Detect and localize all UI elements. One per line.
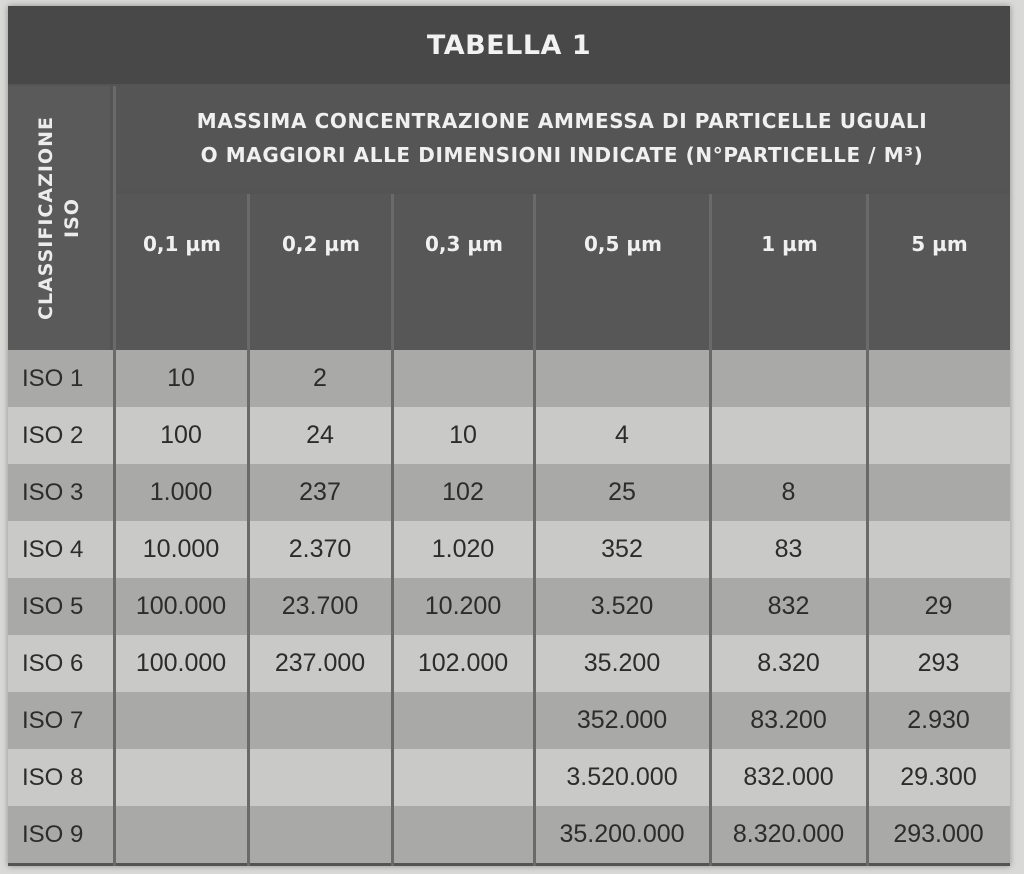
concentration-cell: 29 — [924, 592, 953, 620]
row-header-line1: CLASSIFICAZIONE — [35, 116, 57, 320]
concentration-cell — [114, 692, 248, 749]
iso-class-label: ISO 1 — [22, 364, 84, 392]
concentration-cell: 3.520 — [590, 592, 654, 620]
concentration-cell: 832.000 — [743, 763, 834, 791]
concentration-cell: 35.200 — [583, 649, 661, 677]
concentration-cell: 23.700 — [281, 592, 359, 620]
column-header: 0,5 µm — [536, 194, 710, 350]
concentration-cell: 10.200 — [424, 592, 502, 620]
concentration-cell: 2.930 — [907, 706, 970, 734]
concentration-cell: 25 — [608, 478, 636, 506]
concentration-cell — [710, 407, 867, 464]
concentration-cell: 293 — [917, 649, 960, 677]
iso-class-label: ISO 2 — [22, 421, 84, 449]
column-divider — [533, 194, 536, 866]
concentration-cell: 2 — [313, 364, 327, 392]
table-row — [8, 692, 1010, 749]
iso-class-label: ISO 7 — [22, 706, 84, 734]
table-row — [8, 806, 1010, 863]
table-row — [8, 350, 1010, 407]
iso-class-label: ISO 5 — [22, 592, 84, 620]
concentration-cell — [114, 749, 248, 806]
concentration-cell — [867, 521, 1010, 578]
concentration-cell: 10.000 — [142, 535, 220, 563]
table-row — [8, 464, 1010, 521]
concentration-cell: 352 — [601, 535, 643, 563]
table-row — [8, 521, 1010, 578]
concentration-cell: 3.520.000 — [566, 763, 678, 791]
concentration-cell: 4 — [615, 421, 629, 449]
concentration-cell: 1.020 — [431, 535, 495, 563]
group-header-line2: O MAGGIORI ALLE DIMENSIONI INDICATE (N°PARTICELLE / M³) — [200, 143, 924, 167]
concentration-cell: 8 — [781, 478, 796, 506]
column-divider — [709, 194, 712, 866]
concentration-cell: 29.300 — [900, 763, 977, 791]
concentration-cell — [392, 749, 534, 806]
concentration-cell — [114, 806, 248, 863]
iso-class-label: ISO 4 — [22, 535, 84, 563]
concentration-cell: 100 — [160, 421, 202, 449]
table-row — [8, 635, 1010, 692]
concentration-cell — [392, 692, 534, 749]
column-divider — [247, 194, 250, 866]
column-divider — [113, 86, 116, 866]
concentration-cell: 8.320.000 — [732, 820, 845, 848]
concentration-cell — [867, 350, 1010, 407]
iso-class-label: ISO 9 — [22, 820, 84, 848]
concentration-cell: 102 — [442, 478, 484, 506]
concentration-cell — [248, 692, 392, 749]
group-header-line1: MASSIMA CONCENTRAZIONE AMMESSA DI PARTICELLE UGUALI — [196, 109, 928, 133]
iso-class-label: ISO 3 — [22, 478, 84, 506]
concentration-cell — [534, 350, 710, 407]
concentration-cell: 100.000 — [135, 592, 227, 620]
concentration-cell: 24 — [306, 421, 334, 449]
concentration-cell: 35.200.000 — [559, 820, 685, 848]
concentration-cell: 102.000 — [417, 649, 509, 677]
table-row — [8, 749, 1010, 806]
concentration-cell: 2.370 — [288, 535, 352, 563]
column-header: 0,3 µm — [394, 194, 534, 350]
column-divider — [391, 194, 394, 866]
iso-class-label: ISO 6 — [22, 649, 84, 677]
column-divider — [866, 194, 869, 866]
concentration-cell: 352.000 — [576, 706, 668, 734]
concentration-cell: 83.200 — [750, 706, 827, 734]
iso-class-label: ISO 8 — [22, 763, 84, 791]
column-header: 0,2 µm — [250, 194, 392, 350]
row-header-label — [33, 93, 85, 343]
row-header-cell — [8, 86, 110, 350]
concentration-cell — [867, 407, 1010, 464]
concentration-cell: 237.000 — [274, 649, 366, 677]
concentration-cell — [248, 806, 392, 863]
row-header-line2: ISO — [61, 198, 83, 238]
concentration-cell: 8.320 — [757, 649, 820, 677]
concentration-cell: 293.000 — [893, 820, 984, 848]
concentration-cell — [392, 350, 534, 407]
concentration-cell: 832 — [767, 592, 810, 620]
concentration-cell: 237 — [299, 478, 341, 506]
group-header — [114, 86, 1010, 190]
column-header: 1 µm — [712, 194, 867, 350]
concentration-cell: 10 — [449, 421, 477, 449]
iso-classification-table — [8, 6, 1010, 866]
table-title: TABELLA 1 — [8, 6, 1010, 84]
concentration-cell: 100.000 — [135, 649, 227, 677]
concentration-cell: 1.000 — [149, 478, 213, 506]
concentration-cell — [710, 350, 867, 407]
table-row — [8, 578, 1010, 635]
concentration-cell — [392, 806, 534, 863]
column-header: 5 µm — [869, 194, 1010, 350]
concentration-cell: 83 — [774, 535, 803, 563]
column-header: 0,1 µm — [116, 194, 248, 350]
concentration-cell — [248, 749, 392, 806]
concentration-cell — [867, 464, 1010, 521]
concentration-cell: 10 — [167, 364, 195, 392]
table-row — [8, 407, 1010, 464]
